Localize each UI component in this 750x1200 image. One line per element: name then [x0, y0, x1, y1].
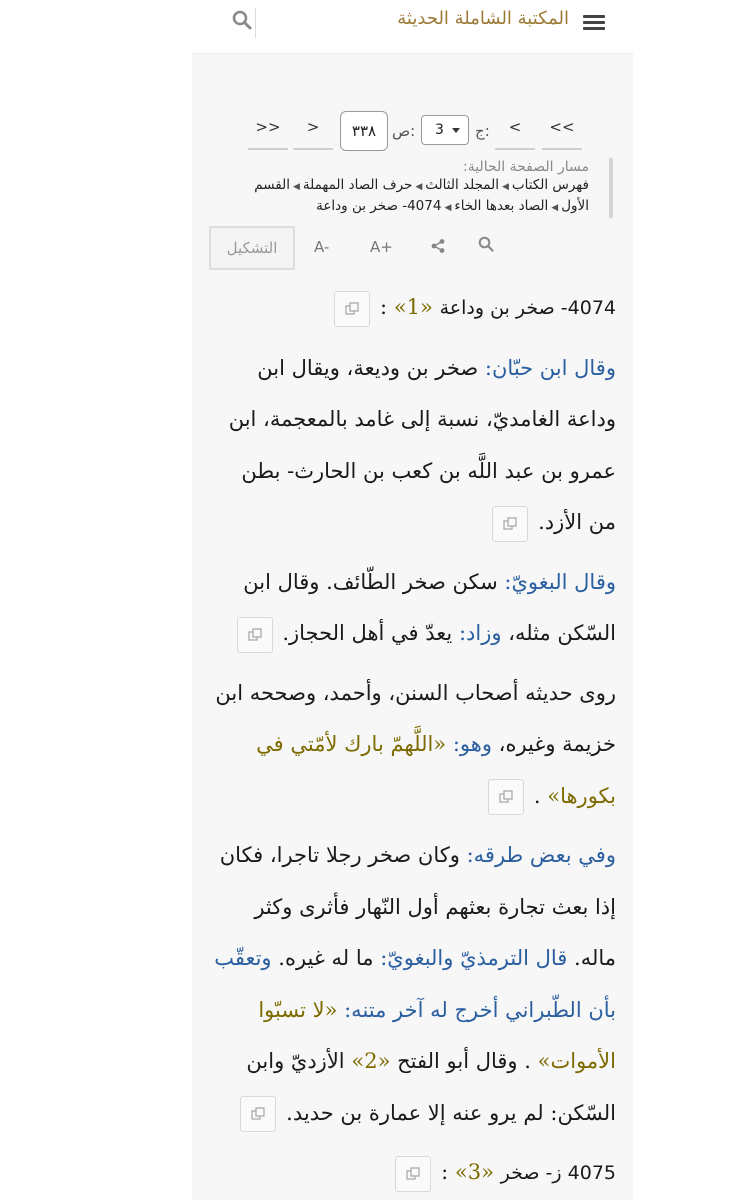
page-label: ص: — [392, 122, 416, 140]
volume-select[interactable] — [421, 115, 469, 145]
paragraph-text: صخر بن وديعة، ويقال ابن وداعة الغامديّ، نسبة إلى غامد بالمعجمة، ابن عمرو بن عبد اللَّه بن كعب بن الحارث- بطن من الأزد. — [228, 355, 616, 534]
breadcrumb-item[interactable]: المجلد الثالث — [425, 177, 499, 193]
copy-icon[interactable] — [240, 1096, 276, 1132]
paragraph — [210, 557, 616, 660]
copy-icon[interactable] — [492, 506, 528, 542]
caret-left-icon: ◀ — [444, 203, 452, 213]
paragraph-text: وكان صخر رجلا تاجرا، فكان إذا بعث تجارة بعثهم أول النّهار فأثرى وكثر ماله. — [219, 843, 616, 970]
chevron-down-icon — [452, 128, 460, 133]
paragraph-text: يعدّ في أهل الحجاز. — [282, 621, 453, 645]
paragraph-text: روى حديثه أصحاب السنن، وأحمد، وصححه ابن خزيمة وغيره، — [215, 680, 616, 756]
pagination — [192, 114, 633, 158]
paragraph — [210, 830, 616, 1139]
entry-colon: : — [441, 1160, 449, 1184]
decrease-font-button[interactable]: A- — [314, 238, 330, 256]
volume-label: ج: — [475, 122, 490, 140]
volume-value: 3 — [435, 122, 444, 138]
entry-heading — [210, 282, 616, 335]
caret-left-icon: ◀ — [292, 182, 300, 192]
breadcrumb-item[interactable]: فهرس الكتاب — [511, 177, 589, 193]
increase-font-button[interactable]: A+ — [370, 238, 393, 256]
header-divider — [255, 8, 256, 38]
citation-label: وهو: — [452, 732, 492, 756]
copy-icon[interactable] — [237, 617, 273, 653]
breadcrumb-item[interactable]: 4074- صخر بن وداعة — [316, 198, 442, 214]
site-title[interactable]: المكتبة الشاملة الحديثة — [397, 8, 569, 29]
search-icon[interactable] — [232, 10, 254, 32]
book-content — [210, 282, 616, 1200]
citation-label: وتعقّب بأن الطّبراني أخرج له آخر متنه: — [214, 946, 616, 1022]
breadcrumb-item[interactable]: حرف الصاد المهملة — [302, 177, 413, 193]
hadith-quote: «لا تسبّوا الأموات» — [258, 997, 616, 1073]
search-icon[interactable] — [478, 236, 496, 254]
footnote-ref[interactable]: «2» — [351, 1049, 391, 1073]
caret-left-icon: ◀ — [415, 182, 423, 192]
breadcrumb-item[interactable]: القسم الأول — [254, 177, 589, 214]
top-header — [192, 0, 633, 54]
paragraph-text: ما له غيره. — [278, 946, 374, 970]
first-page-button[interactable]: << — [542, 114, 582, 150]
footnote-ref[interactable]: «1» — [393, 295, 433, 319]
last-page-button[interactable]: >> — [248, 114, 288, 150]
citation-label: وفي بعض طرقه: — [466, 843, 616, 867]
entry-colon: : — [380, 295, 388, 319]
entry-heading — [210, 1147, 616, 1200]
hamburger-menu-icon[interactable] — [583, 12, 605, 34]
copy-icon[interactable] — [395, 1156, 431, 1192]
caret-left-icon: ◀ — [551, 203, 559, 213]
paragraph-text: . — [533, 783, 541, 808]
footnote-ref[interactable]: «3» — [454, 1160, 494, 1184]
tashkeel-toggle-button[interactable]: التشكيل — [209, 226, 295, 270]
breadcrumb — [232, 158, 613, 218]
reading-toolbar — [192, 226, 633, 272]
citation-label: قال الترمذيّ والبغويّ: — [380, 946, 568, 970]
entry-title: 4074- صخر بن وداعة — [439, 297, 616, 319]
copy-icon[interactable] — [334, 291, 370, 327]
share-icon[interactable] — [430, 238, 446, 254]
copy-icon[interactable] — [488, 779, 524, 815]
citation-label: وزاد: — [458, 621, 502, 645]
book-panel — [192, 54, 633, 1200]
breadcrumb-item[interactable]: الصاد بعدها الخاء — [454, 198, 549, 214]
paragraph-text: . وقال أبو الفتح — [397, 1049, 531, 1073]
paragraph — [210, 668, 616, 823]
breadcrumb-title: مسار الصفحة الحالية: — [462, 159, 589, 175]
page-number-input[interactable]: ٣٣٨ — [340, 111, 388, 151]
hadith-quote: «اللَّهمّ بارك لأمّتي في بكورها» — [256, 732, 616, 808]
paragraph — [210, 343, 616, 549]
citation-label: وقال البغويّ: — [504, 569, 616, 594]
caret-left-icon: ◀ — [501, 182, 509, 192]
prev-page-button[interactable]: < — [495, 114, 535, 150]
entry-title: 4075 ز- صخر — [500, 1162, 616, 1184]
paragraph-text: سكن صخر الطّائف. وقال ابن السّكن مثله، — [243, 569, 616, 645]
paragraph-text: الأزديّ وابن السّكن: لم يرو عنه إلا عمارة بن حديد. — [246, 1049, 616, 1125]
next-page-button[interactable]: > — [293, 114, 333, 150]
citation-label: وقال ابن حبّان: — [484, 355, 616, 380]
breadcrumb-path — [232, 176, 589, 218]
